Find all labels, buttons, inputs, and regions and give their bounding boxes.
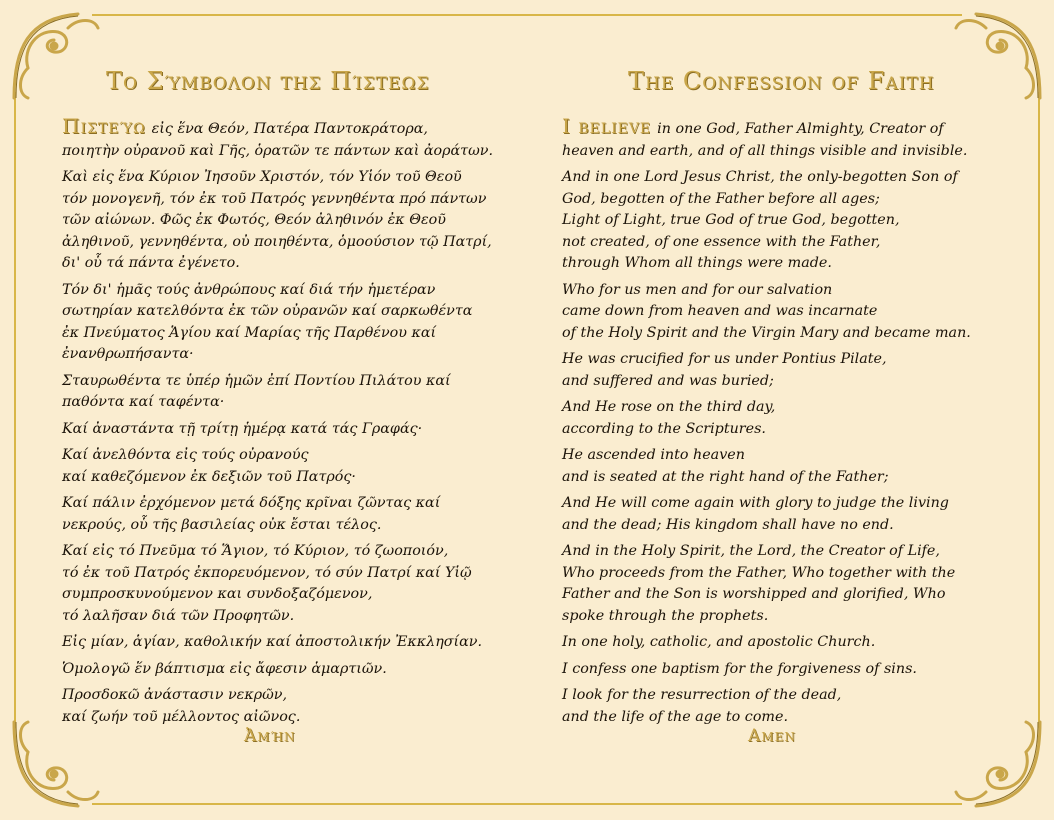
english-paragraph (562, 685, 1002, 728)
english-line-text: spoke through the prophets. (562, 607, 769, 624)
english-paragraph (562, 116, 1002, 162)
greek-heading: Το Σύμβολον της Πίστεως (106, 67, 430, 95)
english-line (562, 632, 1002, 654)
english-line (562, 584, 1002, 606)
english-body (562, 116, 1002, 728)
english-line (562, 707, 1002, 729)
greek-line (62, 563, 502, 585)
english-column (562, 62, 1002, 733)
greek-line-text: ἐκ Πνεύματος Ἁγίου καί Μαρίας τῆς Παρθένου καί (62, 324, 437, 341)
english-line-text: came down from heaven and was incarnate (562, 303, 878, 319)
greek-line (62, 301, 502, 323)
greek-body (62, 116, 502, 728)
english-line (562, 606, 1002, 628)
english-amen: Amen (748, 726, 796, 746)
english-line-text: not created, of one essence with the Father, (562, 233, 881, 250)
greek-line (62, 189, 502, 211)
english-paragraph (562, 167, 1002, 275)
greek-amen: Ἀμήν (244, 726, 296, 746)
english-line-text: And He will come again with glory to judge the living (562, 495, 949, 511)
greek-column (62, 62, 502, 733)
english-line-text: I confess one baptism for the forgiveness of sins. (562, 660, 917, 677)
english-line (562, 563, 1002, 585)
greek-line-text: ἀληθινοῦ, γεννηθέντα, οὐ ποιηθέντα, ὁμοούσιον τῷ Πατρί, (62, 233, 492, 250)
greek-line (62, 632, 502, 654)
frame-right-line (1038, 92, 1040, 728)
english-line (562, 515, 1002, 537)
greek-line (62, 419, 502, 441)
greek-line-text: καί καθεζόμενον ἐκ δεξιῶν τοῦ Πατρός· (62, 468, 356, 485)
english-line-text: He was crucified for us under Pontius Pilate, (562, 351, 887, 367)
greek-line-text: ἐνανθρωπήσαντα· (62, 346, 194, 362)
english-line-text: He ascended into heaven (562, 447, 745, 463)
greek-line-text: τῶν αἰώνων. Φῶς ἐκ Φωτός, Θεόν ἀληθινόν ἐκ Θεοῦ (62, 212, 446, 228)
english-line-text: and is seated at the right hand of the Father; (562, 468, 889, 485)
english-line-text: God, begotten of the Father before all ages; (562, 190, 880, 207)
english-line-text: Father and the Son is worshipped and glorified, Who (562, 586, 946, 602)
greek-line-text: Καί ἀνελθόντα εἰς τούς οὐρανούς (62, 447, 309, 463)
greek-paragraph (62, 280, 502, 366)
english-line-text: Light of Light, true God of true God, begotten, (562, 212, 900, 228)
greek-line (62, 323, 502, 345)
english-paragraph (562, 397, 1002, 440)
greek-paragraph (62, 632, 502, 654)
greek-line-text: τό ἐκ τοῦ Πατρός ἐκπορευόμενον, τό σύν Πατρί καί Υἱῷ (62, 564, 472, 581)
greek-line (62, 232, 502, 254)
greek-line (62, 515, 502, 537)
english-paragraph (562, 541, 1002, 627)
english-paragraph (562, 632, 1002, 654)
english-line-text: and suffered and was buried; (562, 372, 774, 389)
english-line-text: In one holy, catholic, and apostolic Church. (562, 634, 876, 650)
english-line (562, 445, 1002, 467)
english-line (562, 685, 1002, 707)
greek-line (62, 141, 502, 163)
greek-line (62, 167, 502, 189)
english-line (562, 349, 1002, 371)
english-line (562, 253, 1002, 275)
greek-line (62, 371, 502, 393)
greek-line (62, 467, 502, 489)
greek-paragraph (62, 685, 502, 728)
greek-line-text: ποιητὴν οὐρανοῦ καὶ Γῆς, ὁρατῶν τε πάντων καὶ ἀοράτων. (62, 142, 493, 159)
english-line (562, 659, 1002, 681)
english-line-text: And in one Lord Jesus Christ, the only-begotten Son of (562, 169, 958, 185)
greek-paragraph (62, 659, 502, 681)
greek-paragraph (62, 419, 502, 441)
greek-line-text: καί ζωήν τοῦ μέλλοντος αἰῶνος. (62, 708, 301, 725)
english-line-text: Who proceeds from the Father, Who together with the (562, 564, 956, 581)
greek-line (62, 541, 502, 563)
greek-line-text: Εἰς μίαν, ἁγίαν, καθολικήν καί ἀποστολικήν Ἐκκλησίαν. (62, 634, 483, 650)
greek-line-text: Τόν δι' ἡμᾶς τούς ἀνθρώπους καί διά τήν ἡμετέραν (62, 281, 436, 298)
greek-paragraph (62, 116, 502, 162)
greek-line-text: Ὁμολογῶ ἕν βάπτισμα εἰς ἄφεσιν ἁμαρτιῶν. (62, 660, 387, 677)
frame-left-line (14, 92, 16, 728)
greek-line-text: Σταυρωθέντα τε ὑπέρ ἡμῶν ἐπί Ποντίου Πιλάτου καί (62, 372, 451, 389)
greek-line (62, 707, 502, 729)
greek-line-text: Καί πάλιν ἐρχόμενον μετά δόξης κρῖναι ζῶντας καί (62, 495, 441, 511)
english-line (562, 280, 1002, 302)
greek-line-text: τόν μονογενῆ, τόν ἐκ τοῦ Πατρός γεννηθέντα πρό πάντων (62, 190, 487, 207)
english-line-text: of the Holy Spirit and the Virgin Mary and became man. (562, 324, 971, 341)
english-paragraph (562, 493, 1002, 536)
english-line-text: and the life of the age to come. (562, 708, 788, 725)
greek-line (62, 606, 502, 628)
english-first-word: I believe (562, 114, 652, 138)
english-line (562, 189, 1002, 211)
english-line-text: according to the Scriptures. (562, 420, 766, 437)
english-line (562, 141, 1002, 163)
english-line (562, 301, 1002, 323)
english-line-text: through Whom all things were made. (562, 255, 832, 271)
english-line-text: I look for the resurrection of the dead, (562, 687, 842, 703)
greek-line-text: δι' οὗ τά πάντα ἐγένετο. (62, 255, 240, 271)
greek-paragraph (62, 371, 502, 414)
frame-top-line (92, 14, 962, 16)
english-line (562, 323, 1002, 345)
english-line (562, 232, 1002, 254)
frame-bottom-line (92, 803, 962, 805)
greek-paragraph (62, 493, 502, 536)
english-line (562, 397, 1002, 419)
greek-line-text: Καὶ εἰς ἕνα Κύριον Ἰησοῦν Χριστόν, τόν Υἱόν τοῦ Θεοῦ (62, 169, 462, 185)
greek-line (62, 584, 502, 606)
english-line (562, 419, 1002, 441)
greek-line-text: Καί εἰς τό Πνεῦμα τό Ἅγιον, τό Κύριον, τό ζωοποιόν, (62, 543, 449, 559)
greek-paragraph (62, 167, 502, 275)
english-paragraph (562, 280, 1002, 345)
english-line (562, 467, 1002, 489)
greek-line-text: τό λαλῆσαν διά τῶν Προφητῶν. (62, 607, 295, 624)
english-paragraph (562, 659, 1002, 681)
english-line-text: and the dead; His kingdom shall have no end. (562, 516, 894, 533)
greek-line-text: Προσδοκῶ ἀνάστασιν νεκρῶν, (62, 687, 287, 703)
english-line (562, 541, 1002, 563)
greek-line (62, 253, 502, 275)
english-line (562, 167, 1002, 189)
english-line (562, 493, 1002, 515)
greek-line (62, 210, 502, 232)
greek-line (62, 344, 502, 366)
greek-line-text: Καί ἀναστάντα τῇ τρίτῃ ἡμέρᾳ κατά τάς Γραφάς· (62, 420, 423, 437)
greek-line (62, 116, 502, 141)
greek-line (62, 493, 502, 515)
english-line-text: And in the Holy Spirit, the Lord, the Creator of Life, (562, 543, 940, 559)
greek-line-text: νεκρούς, οὗ τῆς βασιλείας οὐκ ἔσται τέλος. (62, 516, 382, 533)
english-line-text: Who for us men and for our salvation (562, 281, 833, 298)
english-line (562, 371, 1002, 393)
greek-line-text: εἰς ἕνα Θεόν, Πατέρα Παντοκράτορα, (151, 121, 428, 137)
greek-line-text: συμπροσκυνούμενον και συνδοξαζόμενον, (62, 586, 373, 602)
english-line-text: heaven and earth, and of all things visible and invisible. (562, 142, 968, 159)
english-line-text: And He rose on the third day, (562, 399, 776, 415)
greek-line-text: σωτηρίαν κατελθόντα ἐκ τῶν οὐρανῶν καί σαρκωθέντα (62, 303, 473, 319)
greek-first-word: Πιστεύω (62, 114, 146, 138)
greek-line (62, 659, 502, 681)
greek-paragraph (62, 541, 502, 627)
greek-line (62, 445, 502, 467)
english-line-text: in one God, Father Almighty, Creator of (657, 121, 944, 137)
greek-line (62, 392, 502, 414)
english-line (562, 116, 1002, 141)
greek-paragraph (62, 445, 502, 488)
english-paragraph (562, 445, 1002, 488)
english-paragraph (562, 349, 1002, 392)
english-line (562, 210, 1002, 232)
greek-line-text: παθόντα καί ταφέντα· (62, 394, 225, 410)
english-heading: The Confession of Faith (628, 67, 935, 95)
greek-line (62, 685, 502, 707)
greek-line (62, 280, 502, 302)
